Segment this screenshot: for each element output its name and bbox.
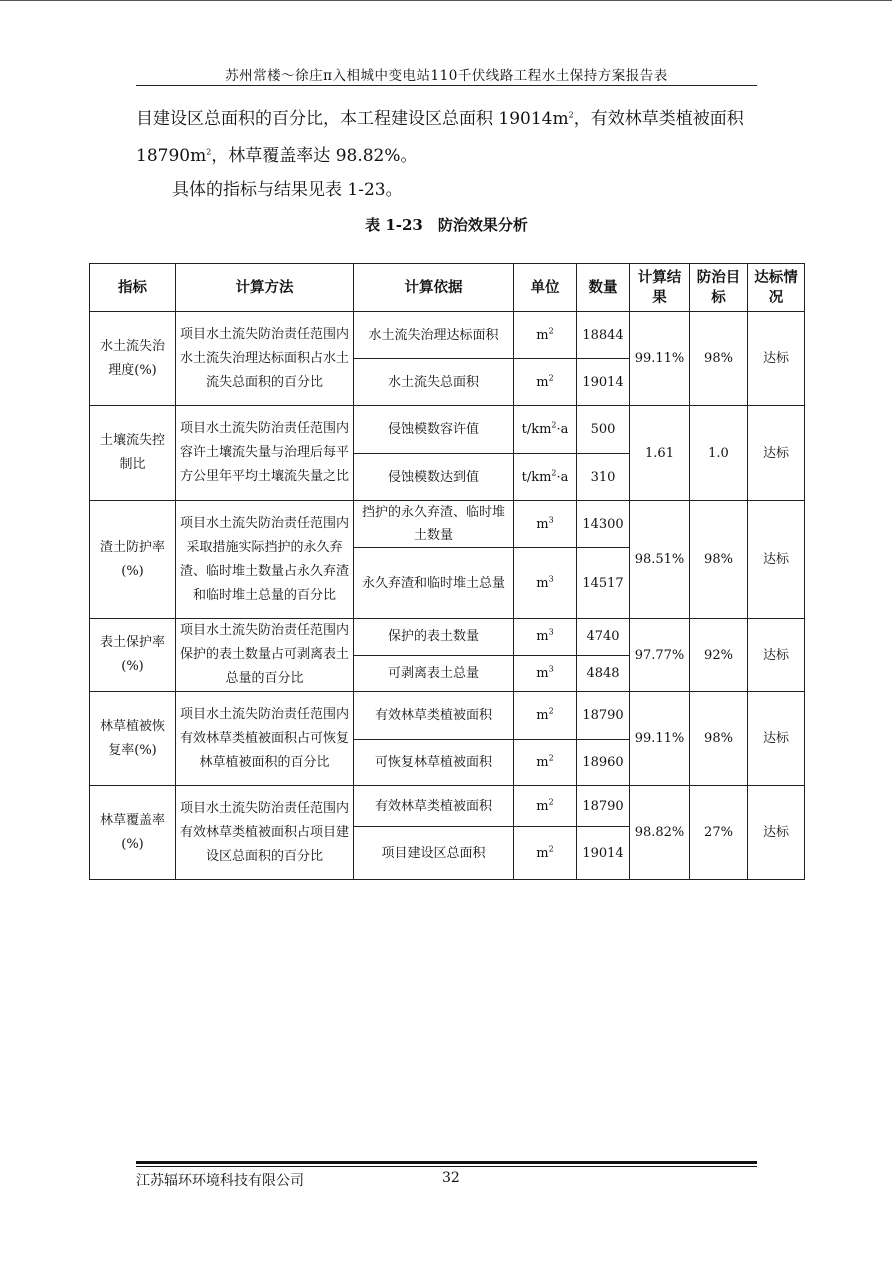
result-cell: 98.82% — [630, 786, 690, 880]
target-cell: 92% — [690, 619, 748, 692]
quantity-cell: 4740 — [577, 619, 630, 656]
quantity-cell: 19014 — [577, 359, 630, 406]
unit-text: m — [536, 755, 549, 770]
quantity-cell: 14517 — [577, 548, 630, 619]
unit-text-after: ·a — [556, 469, 569, 485]
quantity-cell: 18960 — [577, 740, 630, 786]
unit-cell — [514, 501, 577, 548]
running-header-title: 苏州常楼～徐庄π入相城中变电站110千伏线路工程水土保持方案报告表 — [225, 68, 668, 84]
unit-superscript: 2 — [548, 326, 554, 336]
unit-text: m — [536, 798, 549, 814]
superscript: 2 — [206, 147, 212, 157]
table-row — [90, 619, 805, 656]
header-cell-indicator: 指标 — [90, 264, 176, 312]
page-top-edge — [0, 0, 892, 1]
basis-cell: 侵蚀模数容许值 — [354, 406, 514, 454]
quantity-cell: 18790 — [577, 692, 630, 740]
unit-text: m — [536, 845, 549, 861]
result-cell: 99.11% — [630, 312, 690, 406]
target-cell: 27% — [690, 786, 748, 880]
status-cell: 达标 — [748, 692, 805, 786]
indicator-cell: 渣土防护率(%) — [90, 501, 176, 619]
header-cell-target: 防治目标 — [690, 264, 748, 312]
unit-cell — [514, 406, 577, 454]
status-cell: 达标 — [748, 406, 805, 501]
table-row — [90, 501, 805, 548]
method-cell: 项目水土流失防治责任范围内容许土壤流失量与治理后每平方公里年平均土壤流失量之比 — [176, 406, 354, 501]
indicator-cell: 水土流失治理度(%) — [90, 312, 176, 406]
unit-superscript: 2 — [548, 753, 554, 763]
basis-cell: 可剥离表土总量 — [354, 655, 514, 692]
table-row — [90, 312, 805, 359]
method-cell: 项目水土流失防治责任范围内有效林草类植被面积占项目建设区总面积的百分比 — [176, 786, 354, 880]
footer-rule-thick — [136, 1161, 757, 1164]
quantity-cell: 500 — [577, 406, 630, 454]
unit-text: t/km — [521, 469, 552, 485]
unit-text-after: ·a — [556, 422, 569, 437]
unit-text: m — [536, 516, 549, 532]
unit-superscript: 2 — [551, 420, 557, 430]
result-cell: 1.61 — [630, 406, 690, 501]
unit-text: m — [536, 665, 549, 681]
table-caption: 表 1-23 防治效果分析 — [365, 216, 528, 234]
effect-analysis-table — [89, 263, 805, 880]
status-cell: 达标 — [748, 786, 805, 880]
unit-cell — [514, 454, 577, 501]
unit-superscript: 3 — [548, 627, 554, 637]
table-row — [90, 406, 805, 454]
indicator-cell: 表土保护率(%) — [90, 619, 176, 692]
table-row — [90, 786, 805, 827]
indicator-cell: 林草覆盖率(%) — [90, 786, 176, 880]
method-cell: 项目水土流失防治责任范围内保护的表土数量占可剥离表土总量的百分比 — [176, 619, 354, 692]
indicator-cell: 土壤流失控制比 — [90, 406, 176, 501]
header-rule — [136, 85, 757, 86]
header-cell-unit: 单位 — [514, 264, 577, 312]
status-cell: 达标 — [748, 501, 805, 619]
unit-superscript: 2 — [548, 844, 554, 854]
footer-page-number: 32 — [442, 1170, 460, 1186]
basis-cell: 保护的表土数量 — [354, 619, 514, 656]
basis-cell: 有效林草类植被面积 — [354, 786, 514, 827]
unit-text: m — [536, 374, 549, 390]
text-run: ，有效林草类植被面积 — [573, 109, 744, 129]
quantity-cell: 310 — [577, 454, 630, 501]
unit-cell — [514, 740, 577, 786]
unit-text: m — [536, 708, 549, 723]
status-cell: 达标 — [748, 619, 805, 692]
header-cell-quantity: 数量 — [577, 264, 630, 312]
target-cell: 98% — [690, 692, 748, 786]
result-cell: 98.51% — [630, 501, 690, 619]
unit-text: t/km — [521, 422, 552, 437]
status-cell: 达标 — [748, 312, 805, 406]
unit-cell — [514, 312, 577, 359]
quantity-cell: 14300 — [577, 501, 630, 548]
unit-text: m — [536, 575, 549, 591]
table-header-row — [90, 264, 805, 312]
indicator-cell: 林草植被恢复率(%) — [90, 692, 176, 786]
unit-text: m — [536, 629, 549, 645]
result-cell: 99.11% — [630, 692, 690, 786]
unit-cell — [514, 359, 577, 406]
footer-company-name: 江苏辐环环境科技有限公司 — [136, 1173, 304, 1189]
unit-superscript: 3 — [548, 574, 554, 584]
superscript: 2 — [568, 110, 574, 120]
text-run: 目建设区总面积的百分比，本工程建设区总面积 19014m — [136, 109, 569, 129]
text-run: 18790m — [136, 146, 207, 166]
quantity-cell: 19014 — [577, 827, 630, 880]
basis-cell: 永久弃渣和临时堆土总量 — [354, 548, 514, 619]
method-cell: 项目水土流失防治责任范围内有效林草类植被面积占可恢复林草植被面积的百分比 — [176, 692, 354, 786]
basis-cell: 挡护的永久弃渣、临时堆土数量 — [354, 501, 514, 548]
result-cell: 97.77% — [630, 619, 690, 692]
body-paragraph-table-reference: 具体的指标与结果见表 1-23。 — [172, 180, 403, 200]
unit-superscript: 3 — [548, 664, 554, 674]
unit-cell — [514, 619, 577, 656]
unit-cell — [514, 692, 577, 740]
basis-cell: 项目建设区总面积 — [354, 827, 514, 880]
unit-superscript: 2 — [548, 706, 554, 716]
method-cell: 项目水土流失防治责任范围内水土流失治理达标面积占水土流失总面积的百分比 — [176, 312, 354, 406]
unit-superscript: 2 — [551, 468, 557, 478]
quantity-cell: 4848 — [577, 655, 630, 692]
basis-cell: 水土流失治理达标面积 — [354, 312, 514, 359]
basis-cell: 可恢复林草植被面积 — [354, 740, 514, 786]
basis-cell: 侵蚀模数达到值 — [354, 454, 514, 501]
unit-cell — [514, 827, 577, 880]
unit-cell — [514, 786, 577, 827]
body-paragraph-line-2 — [136, 146, 418, 166]
header-cell-basis: 计算依据 — [354, 264, 514, 312]
unit-superscript: 2 — [548, 797, 554, 807]
target-cell: 1.0 — [690, 406, 748, 501]
unit-superscript: 3 — [548, 515, 554, 525]
body-paragraph-line-1 — [136, 109, 744, 129]
quantity-cell: 18790 — [577, 786, 630, 827]
target-cell: 98% — [690, 312, 748, 406]
basis-cell: 有效林草类植被面积 — [354, 692, 514, 740]
target-cell: 98% — [690, 501, 748, 619]
basis-cell: 水土流失总面积 — [354, 359, 514, 406]
text-run: ，林草覆盖率达 98.82%。 — [211, 146, 418, 166]
header-cell-status: 达标情况 — [748, 264, 805, 312]
header-cell-result: 计算结果 — [630, 264, 690, 312]
unit-cell — [514, 548, 577, 619]
header-cell-method: 计算方法 — [176, 264, 354, 312]
unit-text: m — [536, 327, 549, 343]
method-cell: 项目水土流失防治责任范围内采取措施实际挡护的永久弃渣、临时堆土数量占永久弃渣和临时堆土总量的百分比 — [176, 501, 354, 619]
unit-cell — [514, 655, 577, 692]
table-row — [90, 692, 805, 740]
quantity-cell: 18844 — [577, 312, 630, 359]
footer-rule-thin — [136, 1166, 757, 1167]
unit-superscript: 2 — [548, 373, 554, 383]
